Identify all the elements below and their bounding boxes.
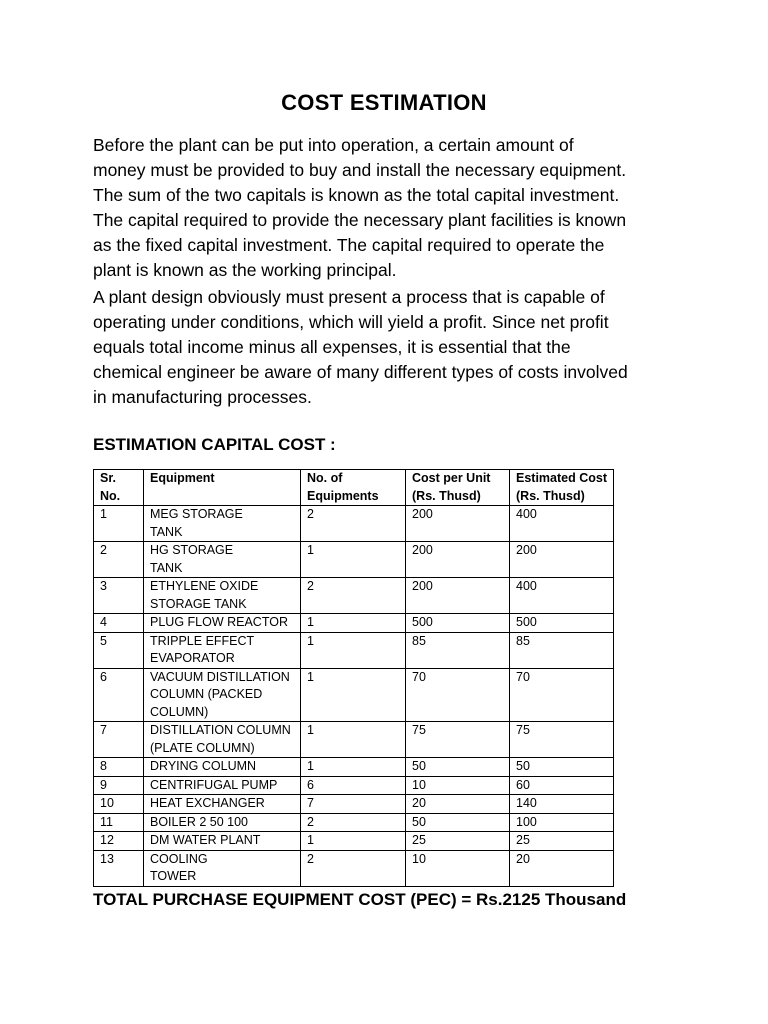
page-title: COST ESTIMATION xyxy=(281,90,487,115)
cell-estimated-cost: 200 xyxy=(510,542,614,578)
cell-estimated-cost: 85 xyxy=(510,632,614,668)
cell-sr-no: 9 xyxy=(94,776,144,795)
cell-quantity: 1 xyxy=(301,632,406,668)
cell-equipment: MEG STORAGE TANK xyxy=(144,506,301,542)
cell-estimated-cost: 100 xyxy=(510,813,614,832)
cell-sr-no: 12 xyxy=(94,832,144,851)
cell-estimated-cost: 500 xyxy=(510,614,614,633)
cell-sr-no: 1 xyxy=(94,506,144,542)
cell-equipment: HEAT EXCHANGER xyxy=(144,795,301,814)
cell-cost-per-unit: 50 xyxy=(406,813,510,832)
cell-quantity: 2 xyxy=(301,813,406,832)
cell-sr-no: 8 xyxy=(94,758,144,777)
table-header-row xyxy=(94,470,614,506)
cell-cost-per-unit: 200 xyxy=(406,542,510,578)
cell-cost-per-unit: 200 xyxy=(406,578,510,614)
total-pec: TOTAL PURCHASE EQUIPMENT COST (PEC) = Rs.2125 Thousand xyxy=(93,889,627,909)
design-line: equals total income minus all expenses, it is essential that the xyxy=(93,337,571,357)
cell-sr-no: 4 xyxy=(94,614,144,633)
cell-equipment: BOILER 2 50 100 xyxy=(144,813,301,832)
table-row xyxy=(94,795,614,814)
cell-equipment: CENTRIFUGAL PUMP xyxy=(144,776,301,795)
table-row xyxy=(94,578,614,614)
cell-estimated-cost: 50 xyxy=(510,758,614,777)
cell-estimated-cost: 400 xyxy=(510,578,614,614)
cell-sr-no: 10 xyxy=(94,795,144,814)
intro-line: Before the plant can be put into operation, a certain amount of xyxy=(93,135,574,155)
cell-sr-no: 3 xyxy=(94,578,144,614)
cell-estimated-cost: 70 xyxy=(510,668,614,722)
header-sr-no: Sr. No. xyxy=(94,470,144,506)
cell-quantity: 1 xyxy=(301,668,406,722)
cell-equipment: VACUUM DISTILLATION COLUMN (PACKED COLUMN) xyxy=(144,668,301,722)
cell-equipment: ETHYLENE OXIDE STORAGE TANK xyxy=(144,578,301,614)
cell-cost-per-unit: 500 xyxy=(406,614,510,633)
table-row xyxy=(94,758,614,777)
cell-cost-per-unit: 25 xyxy=(406,832,510,851)
intro-line: The sum of the two capitals is known as the total capital investment. xyxy=(93,185,620,205)
cell-equipment: COOLING TOWER xyxy=(144,850,301,886)
cell-equipment: TRIPPLE EFFECT EVAPORATOR xyxy=(144,632,301,668)
header-equipment: Equipment xyxy=(144,470,301,506)
cell-cost-per-unit: 10 xyxy=(406,850,510,886)
intro-line: money must be provided to buy and install the necessary equipment. xyxy=(93,160,627,180)
cell-estimated-cost: 25 xyxy=(510,832,614,851)
cell-equipment: DM WATER PLANT xyxy=(144,832,301,851)
cell-cost-per-unit: 50 xyxy=(406,758,510,777)
design-line: chemical engineer be aware of many different types of costs involved xyxy=(93,362,628,382)
table-row xyxy=(94,832,614,851)
cell-estimated-cost: 60 xyxy=(510,776,614,795)
cell-quantity: 1 xyxy=(301,832,406,851)
cell-quantity: 1 xyxy=(301,758,406,777)
cell-sr-no: 11 xyxy=(94,813,144,832)
intro-line: as the fixed capital investment. The capital required to operate the xyxy=(93,235,605,255)
intro-paragraph xyxy=(93,133,693,283)
table-row xyxy=(94,632,614,668)
cell-estimated-cost: 400 xyxy=(510,506,614,542)
cell-quantity: 1 xyxy=(301,722,406,758)
header-quantity: No. of Equipments xyxy=(301,470,406,506)
cell-quantity: 6 xyxy=(301,776,406,795)
design-line: A plant design obviously must present a process that is capable of xyxy=(93,287,605,307)
cell-quantity: 2 xyxy=(301,578,406,614)
table-row xyxy=(94,542,614,578)
cell-cost-per-unit: 20 xyxy=(406,795,510,814)
section-heading: ESTIMATION CAPITAL COST : xyxy=(93,435,336,454)
cell-cost-per-unit: 10 xyxy=(406,776,510,795)
intro-line: plant is known as the working principal. xyxy=(93,260,397,280)
cell-cost-per-unit: 85 xyxy=(406,632,510,668)
design-line: in manufacturing processes. xyxy=(93,387,312,407)
table-row xyxy=(94,506,614,542)
cell-cost-per-unit: 200 xyxy=(406,506,510,542)
design-line: operating under conditions, which will yield a profit. Since net profit xyxy=(93,312,609,332)
cell-estimated-cost: 75 xyxy=(510,722,614,758)
cell-equipment: HG STORAGE TANK xyxy=(144,542,301,578)
table-section xyxy=(93,469,693,911)
capital-cost-table xyxy=(93,469,614,887)
cell-cost-per-unit: 75 xyxy=(406,722,510,758)
cell-sr-no: 6 xyxy=(94,668,144,722)
intro-line: The capital required to provide the necessary plant facilities is known xyxy=(93,210,627,230)
table-row xyxy=(94,850,614,886)
cell-quantity: 2 xyxy=(301,850,406,886)
cell-sr-no: 5 xyxy=(94,632,144,668)
cell-cost-per-unit: 70 xyxy=(406,668,510,722)
cell-equipment: PLUG FLOW REACTOR xyxy=(144,614,301,633)
cell-quantity: 1 xyxy=(301,614,406,633)
table-row xyxy=(94,668,614,722)
table-row xyxy=(94,614,614,633)
cell-equipment: DRYING COLUMN xyxy=(144,758,301,777)
design-paragraph xyxy=(93,285,693,410)
cell-quantity: 7 xyxy=(301,795,406,814)
header-estimated-cost: Estimated Cost (Rs. Thusd) xyxy=(510,470,614,506)
cell-estimated-cost: 20 xyxy=(510,850,614,886)
cell-sr-no: 2 xyxy=(94,542,144,578)
cell-sr-no: 13 xyxy=(94,850,144,886)
cell-equipment: DISTILLATION COLUMN (PLATE COLUMN) xyxy=(144,722,301,758)
cell-quantity: 1 xyxy=(301,542,406,578)
header-cost-per-unit: Cost per Unit (Rs. Thusd) xyxy=(406,470,510,506)
cell-sr-no: 7 xyxy=(94,722,144,758)
table-row xyxy=(94,776,614,795)
cell-quantity: 2 xyxy=(301,506,406,542)
cell-estimated-cost: 140 xyxy=(510,795,614,814)
table-row xyxy=(94,813,614,832)
table-row xyxy=(94,722,614,758)
